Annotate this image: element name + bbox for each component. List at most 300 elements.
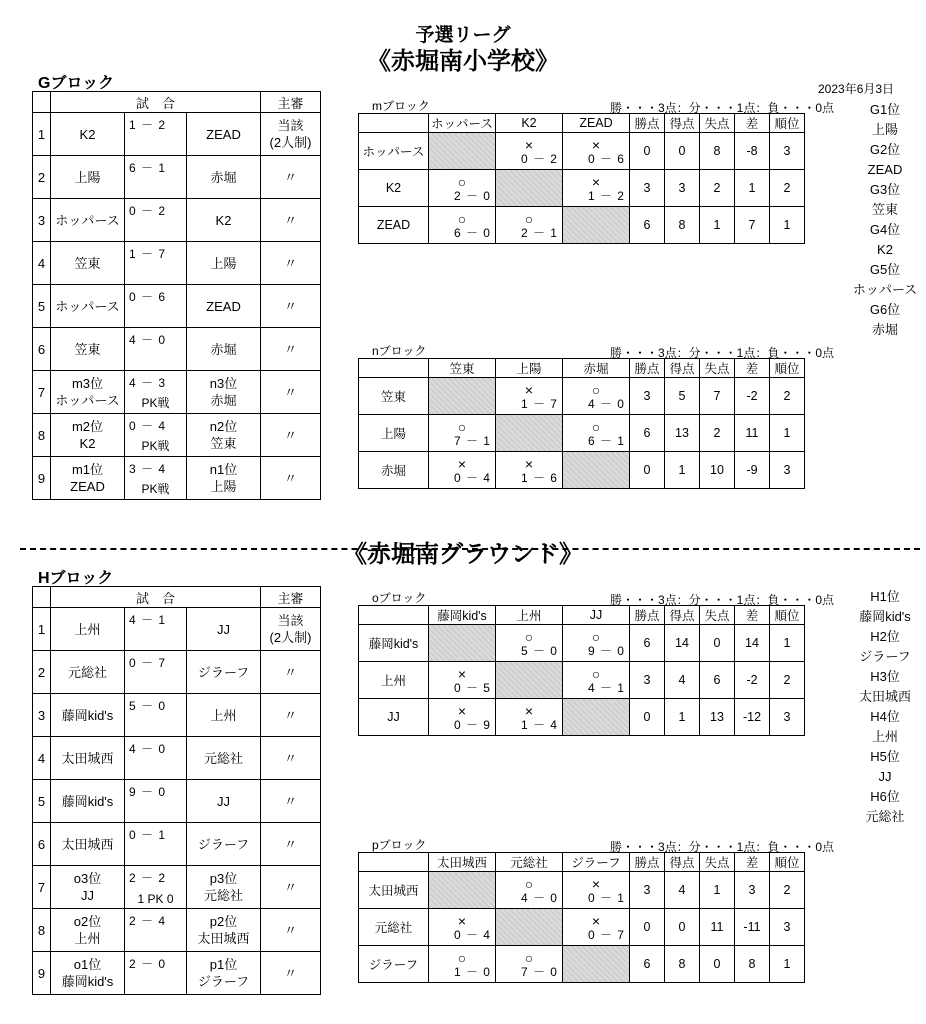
stat-value: 4 xyxy=(665,662,700,699)
away-team: p1位 ジラーフ xyxy=(187,952,261,995)
home-team: 太田城西 xyxy=(51,737,125,780)
match-score xyxy=(125,866,187,909)
loss-mark: × xyxy=(524,137,534,153)
stat-value: 2 xyxy=(700,415,735,452)
row-team: 赤堀 xyxy=(359,452,429,489)
header-team: 藤岡kid's xyxy=(429,606,496,625)
header-stat: 失点 xyxy=(700,853,735,872)
away-team: 上州 xyxy=(187,694,261,737)
table-row xyxy=(359,452,805,489)
result-cell xyxy=(563,625,630,662)
stat-value: 2 xyxy=(770,662,805,699)
score-text: 2 － 2 xyxy=(129,871,167,885)
stat-value: 11 xyxy=(735,415,770,452)
home-team: 藤岡kid's xyxy=(51,694,125,737)
score-text: 4 － 0 xyxy=(129,333,167,347)
stat-value: 1 xyxy=(770,625,805,662)
result-score: 7 － 1 xyxy=(453,434,491,448)
table-row xyxy=(33,737,321,780)
referee: 〃 xyxy=(261,737,321,780)
result-cell xyxy=(429,699,496,736)
self-cell xyxy=(429,872,496,909)
table-row xyxy=(359,170,805,207)
league-title: nブロック xyxy=(372,344,427,358)
referee: 〃 xyxy=(261,952,321,995)
header-team: JJ xyxy=(563,606,630,625)
home-team: 上州 xyxy=(51,608,125,651)
header-team: ジラーフ xyxy=(563,853,630,872)
loss-mark: × xyxy=(591,137,601,153)
stat-value: 6 xyxy=(630,415,665,452)
league-title: mブロック xyxy=(372,99,430,113)
header-match: 試 合 xyxy=(51,92,261,113)
table-row xyxy=(33,285,321,328)
result-score: 0 － 2 xyxy=(520,152,558,166)
header-stat: 得点 xyxy=(665,853,700,872)
table-row xyxy=(359,699,805,736)
result-cell xyxy=(563,909,630,946)
table-row xyxy=(359,207,805,244)
score-text: 2 － 4 xyxy=(129,914,167,928)
header-stat: 順位 xyxy=(770,114,805,133)
header-team: 元総社 xyxy=(496,853,563,872)
match-number: 1 xyxy=(33,608,51,651)
result-score: 1 － 4 xyxy=(520,718,558,732)
referee: 〃 xyxy=(261,156,321,199)
score-text: 0 － 4 xyxy=(129,419,167,433)
ranking-team: 上州 xyxy=(871,729,898,744)
ranking-team: 元総社 xyxy=(865,809,905,824)
home-team: o1位 藤岡kid's xyxy=(51,952,125,995)
match-number: 4 xyxy=(33,737,51,780)
referee: 当該 (2人制) xyxy=(261,608,321,651)
stat-value: 1 xyxy=(700,872,735,909)
league-table xyxy=(358,605,805,736)
result-cell xyxy=(496,133,563,170)
away-team: ジラーフ xyxy=(187,823,261,866)
page-title: 予選リーグ xyxy=(415,25,511,46)
referee: 〃 xyxy=(261,780,321,823)
result-score: 1 － 2 xyxy=(587,189,625,203)
result-score: 2 － 1 xyxy=(520,226,558,240)
league-table xyxy=(358,358,805,489)
block-h-title: Hブロック xyxy=(38,570,114,587)
ranking-position: H1位 xyxy=(870,589,900,604)
stat-value: 3 xyxy=(770,909,805,946)
header-corner xyxy=(359,853,429,872)
result-score: 4 － 0 xyxy=(587,397,625,411)
referee: 〃 xyxy=(261,328,321,371)
header-stat: 得点 xyxy=(665,359,700,378)
stat-value: 0 xyxy=(665,909,700,946)
header-team: 赤堀 xyxy=(563,359,630,378)
loss-mark: × xyxy=(524,703,534,719)
self-cell xyxy=(429,625,496,662)
ranking-position: H5位 xyxy=(870,749,900,764)
self-cell xyxy=(496,909,563,946)
home-team: 太田城西 xyxy=(51,823,125,866)
header-stat: 失点 xyxy=(700,359,735,378)
loss-mark: × xyxy=(524,382,534,398)
block-h-ranking xyxy=(845,587,925,827)
result-score: 0 － 4 xyxy=(453,928,491,942)
result-score: 7 － 0 xyxy=(520,965,558,979)
ranking-team: ホッパース xyxy=(852,282,918,297)
block-g-title: Gブロック xyxy=(38,75,115,92)
match-score xyxy=(125,156,187,199)
league-table xyxy=(358,113,805,244)
home-team: K2 xyxy=(51,113,125,156)
referee: 〃 xyxy=(261,694,321,737)
match-score xyxy=(125,414,187,457)
table-row xyxy=(33,780,321,823)
match-number: 9 xyxy=(33,457,51,500)
header-referee: 主審 xyxy=(261,92,321,113)
result-cell xyxy=(563,415,630,452)
row-team: ジラーフ xyxy=(359,946,429,983)
match-score xyxy=(125,242,187,285)
stat-value: 2 xyxy=(770,170,805,207)
result-cell xyxy=(563,662,630,699)
result-cell xyxy=(496,625,563,662)
home-team: o3位 JJ xyxy=(51,866,125,909)
row-team: 元総社 xyxy=(359,909,429,946)
match-score xyxy=(125,651,187,694)
home-team: ホッパース xyxy=(51,285,125,328)
league-n xyxy=(358,340,840,489)
score-text: 4 － 0 xyxy=(129,742,167,756)
schedule-table xyxy=(32,91,321,500)
table-row xyxy=(33,414,321,457)
score-text: 1 － 7 xyxy=(129,247,167,261)
stat-value: 10 xyxy=(700,452,735,489)
match-number: 6 xyxy=(33,328,51,371)
header-stat: 差 xyxy=(735,359,770,378)
result-score: 6 － 1 xyxy=(587,434,625,448)
self-cell xyxy=(429,378,496,415)
result-cell xyxy=(496,452,563,489)
header-match: 試 合 xyxy=(51,587,261,608)
match-score xyxy=(125,952,187,995)
score-text: 0 － 7 xyxy=(129,656,167,670)
win-mark: ○ xyxy=(591,666,601,682)
venue-title-1: 《赤堀南小学校》 xyxy=(367,48,559,75)
league-o xyxy=(358,587,840,736)
stat-value: -12 xyxy=(735,699,770,736)
header-corner xyxy=(359,359,429,378)
stat-value: 1 xyxy=(665,452,700,489)
score-text: 0 － 2 xyxy=(129,204,167,218)
result-cell xyxy=(496,946,563,983)
referee: 〃 xyxy=(261,285,321,328)
away-team: 上陽 xyxy=(187,242,261,285)
self-cell xyxy=(563,452,630,489)
block-h-schedule xyxy=(32,586,321,995)
stat-value: 0 xyxy=(630,452,665,489)
header-num xyxy=(33,92,51,113)
table-row xyxy=(359,872,805,909)
self-cell xyxy=(563,207,630,244)
away-team: ZEAD xyxy=(187,285,261,328)
result-score: 0 － 5 xyxy=(453,681,491,695)
home-team: m1位 ZEAD xyxy=(51,457,125,500)
row-team: 笠東 xyxy=(359,378,429,415)
result-cell xyxy=(496,378,563,415)
match-number: 4 xyxy=(33,242,51,285)
stat-value: 14 xyxy=(735,625,770,662)
score-note: PK戦 xyxy=(141,482,170,496)
away-team: 赤堀 xyxy=(187,156,261,199)
header-stat: 失点 xyxy=(700,114,735,133)
match-number: 7 xyxy=(33,371,51,414)
stat-value: 0 xyxy=(700,625,735,662)
ranking-team: 藤岡kid's xyxy=(859,609,911,624)
row-team: K2 xyxy=(359,170,429,207)
table-row xyxy=(33,694,321,737)
win-mark: ○ xyxy=(524,950,534,966)
home-team: ホッパース xyxy=(51,199,125,242)
stat-value: 13 xyxy=(700,699,735,736)
stat-value: 1 xyxy=(770,946,805,983)
result-cell xyxy=(563,872,630,909)
stat-value: 1 xyxy=(735,170,770,207)
match-score xyxy=(125,608,187,651)
ranking-team: ZEAD xyxy=(867,162,903,177)
result-score: 2 － 0 xyxy=(453,189,491,203)
table-row xyxy=(33,866,321,909)
header-team: 上陽 xyxy=(496,359,563,378)
ranking-position: H2位 xyxy=(870,629,900,644)
match-score xyxy=(125,780,187,823)
date-label: 2023年6月3日 xyxy=(818,82,895,96)
score-text: 4 － 1 xyxy=(129,613,167,627)
referee: 〃 xyxy=(261,371,321,414)
ranking-team: 太田城西 xyxy=(858,689,911,704)
stat-value: 3 xyxy=(665,170,700,207)
header-team: 上州 xyxy=(496,606,563,625)
win-mark: ○ xyxy=(457,211,467,227)
stat-value: 0 xyxy=(665,133,700,170)
result-score: 6 － 0 xyxy=(453,226,491,240)
points-rule: 勝・・・3点：分・・・1点：負・・・0点 xyxy=(609,593,834,607)
stat-value: 5 xyxy=(665,378,700,415)
stat-value: 2 xyxy=(770,378,805,415)
table-row xyxy=(33,328,321,371)
loss-mark: × xyxy=(457,456,467,472)
league-title: pブロック xyxy=(372,838,427,852)
result-cell xyxy=(429,946,496,983)
header-stat: 順位 xyxy=(770,853,805,872)
win-mark: ○ xyxy=(591,629,601,645)
match-score xyxy=(125,113,187,156)
ranking-team: 赤堀 xyxy=(871,322,898,337)
table-row xyxy=(33,199,321,242)
header-stat: 勝点 xyxy=(630,853,665,872)
stat-value: 11 xyxy=(700,909,735,946)
result-score: 0 － 6 xyxy=(587,152,625,166)
stat-value: 7 xyxy=(700,378,735,415)
table-row xyxy=(359,662,805,699)
match-number: 8 xyxy=(33,909,51,952)
schedule-table xyxy=(32,586,321,995)
result-cell xyxy=(563,170,630,207)
loss-mark: × xyxy=(591,876,601,892)
stat-value: 7 xyxy=(735,207,770,244)
score-text: 4 － 3 xyxy=(129,376,167,390)
score-text: 0 － 1 xyxy=(129,828,167,842)
loss-mark: × xyxy=(591,913,601,929)
match-score xyxy=(125,457,187,500)
ranking-position: G4位 xyxy=(869,222,901,237)
score-text: 5 － 0 xyxy=(129,699,167,713)
away-team: 赤堀 xyxy=(187,328,261,371)
header-stat: 勝点 xyxy=(630,606,665,625)
score-note: 1 PK 0 xyxy=(137,892,174,906)
result-score: 0 － 4 xyxy=(453,471,491,485)
match-score xyxy=(125,285,187,328)
loss-mark: × xyxy=(457,666,467,682)
ranking-team: ジラーフ xyxy=(859,649,911,664)
result-score: 9 － 0 xyxy=(587,644,625,658)
loss-mark: × xyxy=(524,456,534,472)
stat-value: 3 xyxy=(630,378,665,415)
match-score xyxy=(125,328,187,371)
match-number: 5 xyxy=(33,285,51,328)
away-team: p2位 太田城西 xyxy=(187,909,261,952)
block-g-ranking xyxy=(845,100,925,340)
ranking-team: JJ xyxy=(878,769,892,784)
ranking-position: G3位 xyxy=(869,182,901,197)
ranking-position: H3位 xyxy=(870,669,900,684)
stat-value: 6 xyxy=(630,625,665,662)
header-stat: 失点 xyxy=(700,606,735,625)
referee: 〃 xyxy=(261,823,321,866)
header-stat: 差 xyxy=(735,114,770,133)
stat-value: 6 xyxy=(630,946,665,983)
stat-value: -9 xyxy=(735,452,770,489)
referee: 当該 (2人制) xyxy=(261,113,321,156)
win-mark: ○ xyxy=(457,419,467,435)
result-cell xyxy=(496,207,563,244)
loss-mark: × xyxy=(457,703,467,719)
stat-value: 3 xyxy=(630,170,665,207)
score-text: 3 － 4 xyxy=(129,462,167,476)
match-number: 2 xyxy=(33,651,51,694)
row-team: 上陽 xyxy=(359,415,429,452)
match-number: 7 xyxy=(33,866,51,909)
ranking-team: K2 xyxy=(877,242,893,257)
stat-value: 1 xyxy=(770,207,805,244)
away-team: 元総社 xyxy=(187,737,261,780)
stat-value: 8 xyxy=(735,946,770,983)
table-row xyxy=(33,651,321,694)
home-team: 笠東 xyxy=(51,328,125,371)
score-text: 6 － 1 xyxy=(129,161,167,175)
ranking-position: H4位 xyxy=(870,709,900,724)
home-team: 元総社 xyxy=(51,651,125,694)
match-number: 1 xyxy=(33,113,51,156)
stat-value: 3 xyxy=(735,872,770,909)
away-team: n2位 笠東 xyxy=(187,414,261,457)
header-stat: 勝点 xyxy=(630,359,665,378)
match-number: 9 xyxy=(33,952,51,995)
result-cell xyxy=(496,872,563,909)
result-score: 1 － 0 xyxy=(453,965,491,979)
header-corner xyxy=(359,606,429,625)
referee: 〃 xyxy=(261,414,321,457)
referee: 〃 xyxy=(261,457,321,500)
result-score: 0 － 9 xyxy=(453,718,491,732)
table-row xyxy=(359,909,805,946)
self-cell xyxy=(496,662,563,699)
result-score: 0 － 7 xyxy=(587,928,625,942)
stat-value: 3 xyxy=(770,699,805,736)
points-rule: 勝・・・3点：分・・・1点：負・・・0点 xyxy=(609,840,834,854)
score-note: PK戦 xyxy=(141,396,170,410)
match-number: 5 xyxy=(33,780,51,823)
table-row xyxy=(359,133,805,170)
ranking-position: G5位 xyxy=(869,262,901,277)
table-row xyxy=(359,415,805,452)
score-text: 2 － 0 xyxy=(129,957,167,971)
table-row xyxy=(33,608,321,651)
table-row xyxy=(33,113,321,156)
league-title: oブロック xyxy=(372,591,427,605)
stat-value: 2 xyxy=(700,170,735,207)
match-score xyxy=(125,199,187,242)
stat-value: 1 xyxy=(700,207,735,244)
table-row xyxy=(33,457,321,500)
row-team: JJ xyxy=(359,699,429,736)
stat-value: 14 xyxy=(665,625,700,662)
stat-value: 1 xyxy=(665,699,700,736)
result-score: 4 － 1 xyxy=(587,681,625,695)
loss-mark: × xyxy=(457,913,467,929)
result-score: 1 － 6 xyxy=(520,471,558,485)
table-row xyxy=(359,625,805,662)
match-number: 6 xyxy=(33,823,51,866)
header-team: 太田城西 xyxy=(429,853,496,872)
home-team: o2位 上州 xyxy=(51,909,125,952)
away-team: ZEAD xyxy=(187,113,261,156)
match-score xyxy=(125,823,187,866)
block-g-schedule xyxy=(32,91,321,500)
header-stat: 順位 xyxy=(770,606,805,625)
away-team: JJ xyxy=(187,608,261,651)
away-team: JJ xyxy=(187,780,261,823)
header-corner xyxy=(359,114,429,133)
row-team: 藤岡kid's xyxy=(359,625,429,662)
self-cell xyxy=(496,170,563,207)
table-row xyxy=(359,378,805,415)
referee: 〃 xyxy=(261,909,321,952)
header-team: ホッパース xyxy=(429,114,496,133)
header-stat: 得点 xyxy=(665,114,700,133)
self-cell xyxy=(563,946,630,983)
stat-value: 6 xyxy=(700,662,735,699)
home-team: 藤岡kid's xyxy=(51,780,125,823)
table-row xyxy=(33,371,321,414)
stat-value: -2 xyxy=(735,662,770,699)
header-num xyxy=(33,587,51,608)
stat-value: 3 xyxy=(630,662,665,699)
stat-value: 3 xyxy=(630,872,665,909)
referee: 〃 xyxy=(261,866,321,909)
table-row xyxy=(33,242,321,285)
table-row xyxy=(33,952,321,995)
match-number: 3 xyxy=(33,199,51,242)
ranking-position: G2位 xyxy=(869,142,901,157)
